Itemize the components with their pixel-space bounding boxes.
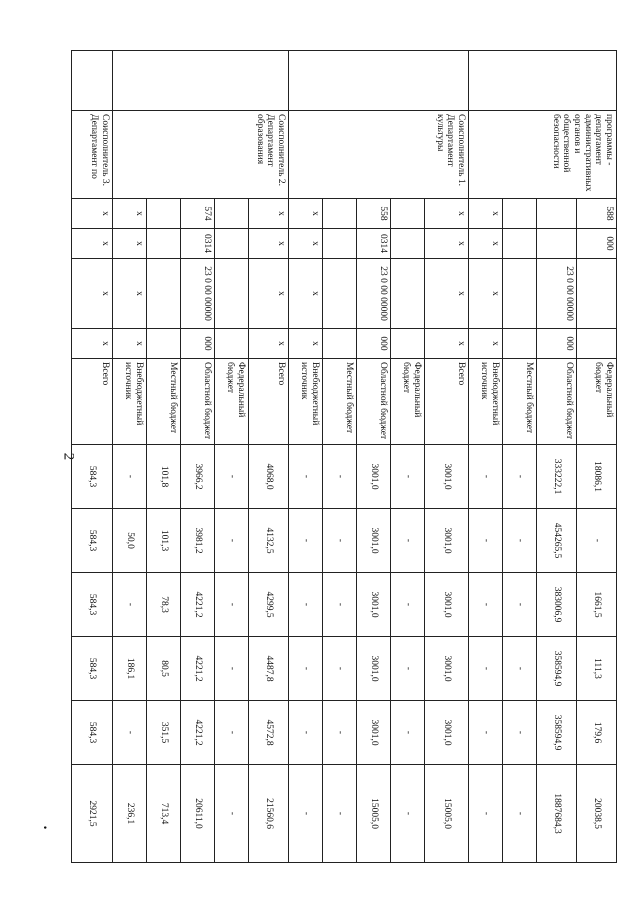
total-value-cell: 1887684,3 [537,765,577,863]
expense-type-cell: 000 [357,329,391,359]
table-row [577,51,617,863]
expense-type-cell [577,329,617,359]
year-value-cell: 358594,9 [537,637,577,701]
expense-type-cell: x [249,329,289,359]
year-value-cell: - [577,509,617,573]
target-article-cell: x [249,259,289,329]
year-value-cell: 80,5 [147,637,181,701]
total-value-cell: - [289,765,323,863]
funding-source-cell: Всего [425,359,469,445]
year-value-cell: 4572,8 [249,701,289,765]
target-article-cell: x [425,259,469,329]
target-article-cell: 23 0 00 00000 [181,259,215,329]
funding-source-cell: Всего [72,359,113,445]
budget-table-area [72,50,617,862]
year-value-cell: - [289,701,323,765]
rzpr-cell: 0314 [357,229,391,259]
table-row [425,51,469,863]
year-value-cell: 3001,0 [425,637,469,701]
grbs-cell: x [72,199,113,229]
year-value-cell: - [469,637,503,701]
year-value-cell: 78,3 [147,573,181,637]
rzpr-cell: x [113,229,147,259]
year-value-cell: - [323,573,357,637]
year-value-cell: - [503,701,537,765]
funding-source-cell: Федеральный бюджет [215,359,249,445]
rzpr-cell [215,229,249,259]
target-article-cell: x [289,259,323,329]
funding-source-cell: Федеральный бюджет [577,359,617,445]
target-article-cell: x [113,259,147,329]
target-article-cell [503,259,537,329]
total-value-cell: 236,1 [113,765,147,863]
section-cell [72,51,113,111]
expense-type-cell [147,329,181,359]
year-value-cell: - [215,445,249,509]
year-value-cell: - [503,573,537,637]
year-value-cell: - [113,701,147,765]
rzpr-cell: x [469,229,503,259]
table-row [249,51,289,863]
year-value-cell: 4299,5 [249,573,289,637]
expense-type-cell: x [469,329,503,359]
year-value-cell: 383006,9 [537,573,577,637]
funding-source-cell: Областной бюджет [537,359,577,445]
year-value-cell: 4487,8 [249,637,289,701]
table-row [72,51,113,863]
grbs-cell [323,199,357,229]
year-value-cell: - [469,445,503,509]
funding-source-cell: Местный бюджет [147,359,181,445]
section-cell [289,51,469,111]
year-value-cell: 4068,0 [249,445,289,509]
budget-table [71,50,617,863]
total-value-cell: - [323,765,357,863]
total-value-cell: 713,4 [147,765,181,863]
year-value-cell: 358594,9 [537,701,577,765]
rzpr-cell: 000 [577,229,617,259]
grbs-cell: 558 [357,199,391,229]
target-article-cell [215,259,249,329]
year-value-cell: 179,6 [577,701,617,765]
rzpr-cell: x [425,229,469,259]
year-value-cell: 3001,0 [357,445,391,509]
rzpr-cell: x [249,229,289,259]
rotated-sheet [72,50,617,862]
year-value-cell: 584,3 [72,573,113,637]
rzpr-cell [503,229,537,259]
expense-type-cell: 000 [537,329,577,359]
grbs-cell: x [469,199,503,229]
target-article-cell: x [469,259,503,329]
total-value-cell: 20611,0 [181,765,215,863]
rzpr-cell: x [72,229,113,259]
year-value-cell: - [323,445,357,509]
expense-type-cell [323,329,357,359]
year-value-cell: - [391,701,425,765]
year-value-cell: - [469,509,503,573]
year-value-cell: 186,1 [113,637,147,701]
year-value-cell: - [113,573,147,637]
total-value-cell: 15005,0 [425,765,469,863]
grbs-cell [147,199,181,229]
funding-source-cell: Всего [249,359,289,445]
funding-source-cell: Областной бюджет [357,359,391,445]
grbs-cell [215,199,249,229]
funding-source-cell: Областной бюджет [181,359,215,445]
expense-type-cell: 000 [181,329,215,359]
funding-source-cell: Внебюджетный источник [113,359,147,445]
year-value-cell: 333222,1 [537,445,577,509]
executor-cell: программы - департамент административных органов и общественной безопасности [469,111,617,199]
year-value-cell: - [289,637,323,701]
rzpr-cell [323,229,357,259]
funding-source-cell: Федеральный бюджет [391,359,425,445]
expense-type-cell: x [72,329,113,359]
grbs-cell: 574 [181,199,215,229]
year-value-cell: - [503,445,537,509]
year-value-cell: 3001,0 [425,509,469,573]
expense-type-cell [503,329,537,359]
expense-type-cell [215,329,249,359]
expense-type-cell: x [289,329,323,359]
year-value-cell: 3001,0 [425,445,469,509]
target-article-cell [147,259,181,329]
rzpr-cell [391,229,425,259]
expense-type-cell [391,329,425,359]
grbs-cell: x [289,199,323,229]
funding-source-cell: Местный бюджет [323,359,357,445]
year-value-cell: - [113,445,147,509]
year-value-cell: 584,3 [72,701,113,765]
year-value-cell: - [215,573,249,637]
executor-cell: Соисполнитель 3. Департамент по [72,111,113,199]
year-value-cell: 4221,2 [181,573,215,637]
year-value-cell: 1661,5 [577,573,617,637]
year-value-cell: - [323,509,357,573]
rzpr-cell [537,229,577,259]
year-value-cell: - [503,509,537,573]
year-value-cell: - [391,445,425,509]
year-value-cell: - [289,445,323,509]
year-value-cell: 454265,5 [537,509,577,573]
year-value-cell: 3001,0 [425,701,469,765]
target-article-cell [577,259,617,329]
year-value-cell: 4221,2 [181,637,215,701]
target-article-cell: 23 0 00 00000 [357,259,391,329]
funding-source-cell: Внебюджетный источник [289,359,323,445]
total-value-cell: - [215,765,249,863]
year-value-cell: 584,3 [72,445,113,509]
year-value-cell: 351,5 [147,701,181,765]
year-value-cell: 3001,0 [425,573,469,637]
rzpr-cell: x [289,229,323,259]
year-value-cell: 4132,5 [249,509,289,573]
target-article-cell [323,259,357,329]
year-value-cell: - [215,509,249,573]
total-value-cell: 21560,6 [249,765,289,863]
year-value-cell: - [391,509,425,573]
funding-source-cell: Местный бюджет [503,359,537,445]
margin-mark: • [38,825,50,830]
expense-type-cell: x [113,329,147,359]
executor-cell: Соисполнитель 2. Департамент образования [113,111,289,199]
year-value-cell: - [469,573,503,637]
grbs-cell [503,199,537,229]
year-value-cell: 3001,0 [357,573,391,637]
year-value-cell: 4221,2 [181,701,215,765]
grbs-cell: x [113,199,147,229]
target-article-cell [391,259,425,329]
target-article-cell: x [72,259,113,329]
grbs-cell: x [249,199,289,229]
year-value-cell: 3966,2 [181,445,215,509]
table-body [72,51,617,863]
year-value-cell: 111,3 [577,637,617,701]
grbs-cell [391,199,425,229]
year-value-cell: - [323,701,357,765]
total-value-cell: - [469,765,503,863]
total-value-cell: 20038,5 [577,765,617,863]
year-value-cell: - [323,637,357,701]
year-value-cell: 101,8 [147,445,181,509]
year-value-cell: 3001,0 [357,637,391,701]
grbs-cell [537,199,577,229]
year-value-cell: - [469,701,503,765]
page-number: 2 [60,452,77,461]
total-value-cell: - [503,765,537,863]
year-value-cell: - [215,701,249,765]
year-value-cell: - [289,509,323,573]
expense-type-cell: x [425,329,469,359]
rzpr-cell: 0314 [181,229,215,259]
year-value-cell: 101,3 [147,509,181,573]
year-value-cell: 584,3 [72,637,113,701]
year-value-cell: 3001,0 [357,701,391,765]
total-value-cell: 15005,0 [357,765,391,863]
total-value-cell: - [391,765,425,863]
year-value-cell: - [215,637,249,701]
executor-cell: Соисполнитель 1. Департамент культуры [289,111,469,199]
grbs-cell: 588 [577,199,617,229]
year-value-cell: 3001,0 [357,509,391,573]
year-value-cell: 18086,1 [577,445,617,509]
target-article-cell: 23 0 00 00000 [537,259,577,329]
total-value-cell: 2921,5 [72,765,113,863]
section-cell [113,51,289,111]
year-value-cell: - [391,637,425,701]
year-value-cell: 3981,2 [181,509,215,573]
year-value-cell: - [391,573,425,637]
rzpr-cell [147,229,181,259]
year-value-cell: 50,0 [113,509,147,573]
year-value-cell: - [289,573,323,637]
section-cell [469,51,617,111]
grbs-cell: x [425,199,469,229]
year-value-cell: 584,3 [72,509,113,573]
year-value-cell: - [503,637,537,701]
funding-source-cell: Внебюджетный источник [469,359,503,445]
